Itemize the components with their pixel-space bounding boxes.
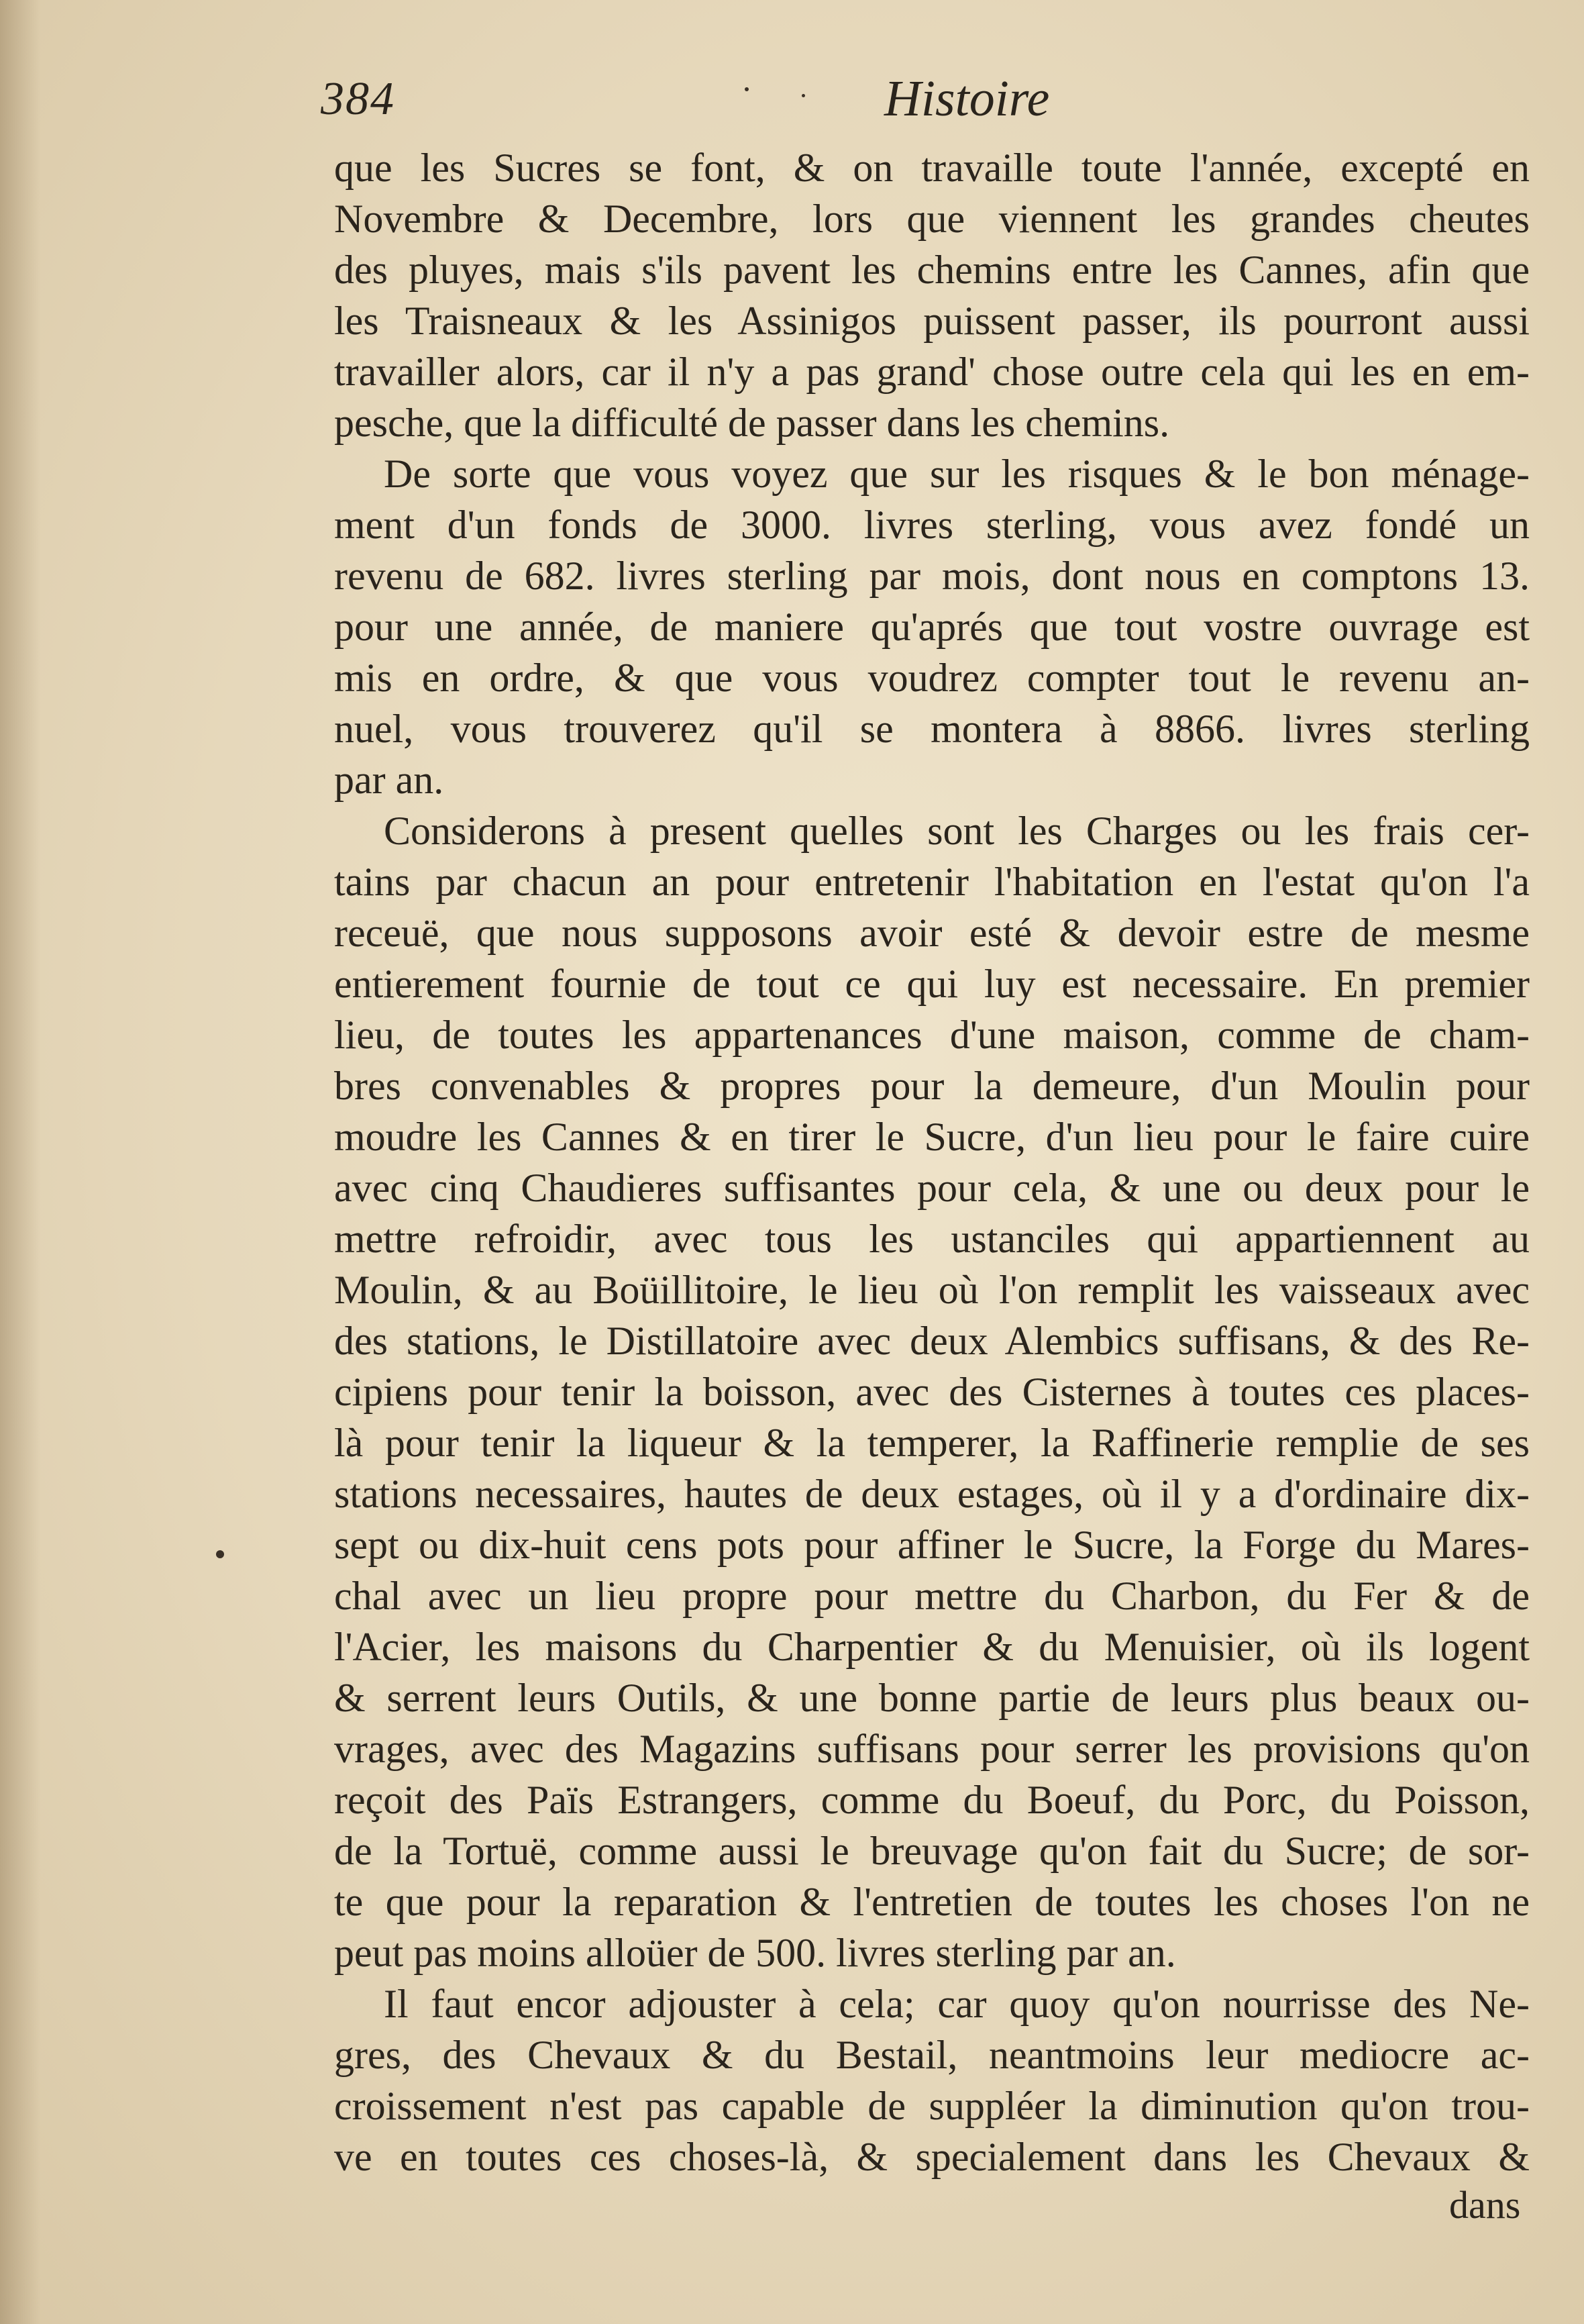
text-line: de la Tortuë, comme aussi le breuvage qu'on fait du Sucre; de sor- [334,1829,1530,1873]
text-line: mettre refroidir, avec tous les ustanciles qui appartiennent au [334,1217,1530,1261]
text-line: croissement n'est pas capable de suppléer la diminution qu'on trou- [334,2084,1530,2128]
running-head: Histoire [884,70,1050,127]
text-line: pesche, que la difficulté de passer dans les chemins. [334,401,1170,445]
text-line: l'Acier, les maisons du Charpentier & du Menuisier, où ils logent [334,1625,1530,1669]
text-line: revenu de 682. livres sterling par mois, dont nous en comptons 13. [334,554,1530,598]
text-line: chal avec un lieu propre pour mettre du Charbon, du Fer & de [334,1574,1530,1618]
text-line: tains par chacun an pour entretenir l'habitation en l'estat qu'on l'a [334,860,1530,904]
text-line: par an. [334,758,444,802]
text-line: gres, des Chevaux & du Bestail, neantmoins leur mediocre ac- [334,2033,1530,2077]
gutter-shadow [0,0,40,2324]
text-line: vrages, avec des Magazins suffisans pour serrer les provisions qu'on [334,1727,1530,1771]
text-line: entierement fournie de tout ce qui luy est necessaire. En premier [334,962,1530,1006]
text-line: bres convenables & propres pour la demeure, d'un Moulin pour [334,1064,1530,1108]
text-line: te que pour la reparation & l'entretien de toutes les choses l'on ne [334,1880,1530,1924]
text-line: des pluyes, mais s'ils pavent les chemins entre les Cannes, afin que [334,248,1530,292]
text-line: peut pas moins alloüer de 500. livres sterling par an. [334,1931,1176,1975]
ink-speck [802,94,805,97]
text-line: ve en toutes ces choses-là, & specialement dans les Chevaux & [334,2135,1530,2179]
text-line: nuel, vous trouverez qu'il se montera à 8866. livres sterling [334,707,1530,751]
text-line: que les Sucres se font, & on travaille toute l'année, excepté en [334,146,1530,190]
text-line: mis en ordre, & que vous voudrez compter tout le revenu an- [334,656,1530,700]
text-line: lieu, de toutes les appartenances d'une maison, comme de cham- [334,1013,1530,1057]
text-line: Moulin, & au Boüillitoire, le lieu où l'on remplit les vaisseaux avec [334,1268,1530,1312]
text-line: là pour tenir la liqueur & la temperer, la Raffinerie remplie de ses [334,1421,1530,1465]
text-line: pour une année, de maniere qu'aprés que tout vostre ouvrage est [334,605,1530,649]
catchword: dans [1449,2183,1521,2227]
text-line: stations necessaires, hautes de deux estages, où il y a d'ordinaire dix- [334,1472,1530,1516]
text-line: ment d'un fonds de 3000. livres sterling, vous avez fondé un [334,503,1530,547]
ink-speck [745,87,749,91]
page-number: 384 [321,73,395,125]
paragraph-start: De sorte que vous voyez que sur les risques & le bon ménage- [384,452,1530,496]
text-line: cipiens pour tenir la boisson, avec des Cisternes à toutes ces places- [334,1370,1530,1414]
text-line: receuë, que nous supposons avoir esté & devoir estre de mesme [334,911,1530,955]
text-line: moudre les Cannes & en tirer le Sucre, d'un lieu pour le faire cuire [334,1115,1530,1159]
text-line: & serrent leurs Outils, & une bonne partie de leurs plus beaux ou- [334,1676,1530,1720]
text-line: travailler alors, car il n'y a pas grand' chose outre cela qui les en em- [334,350,1530,394]
text-line: sept ou dix-huit cens pots pour affiner le Sucre, la Forge du Mares- [334,1523,1530,1567]
text-line: les Traisneaux & les Assinigos puissent passer, ils pourront aussi [334,299,1530,343]
text-line: reçoit des Païs Estrangers, comme du Boeuf, du Porc, du Poisson, [334,1778,1530,1822]
text-line: avec cinq Chaudieres suffisantes pour cela, & une ou deux pour le [334,1166,1530,1210]
text-line: des stations, le Distillatoire avec deux Alembics suffisans, & des Re- [334,1319,1530,1363]
ink-speck [216,1550,224,1558]
paragraph-start: Il faut encor adjouster à cela; car quoy qu'on nourrisse des Ne- [384,1982,1530,2026]
paragraph-start: Considerons à present quelles sont les Charges ou les frais cer- [384,809,1530,853]
text-line: Novembre & Decembre, lors que viennent les grandes cheutes [334,197,1530,241]
